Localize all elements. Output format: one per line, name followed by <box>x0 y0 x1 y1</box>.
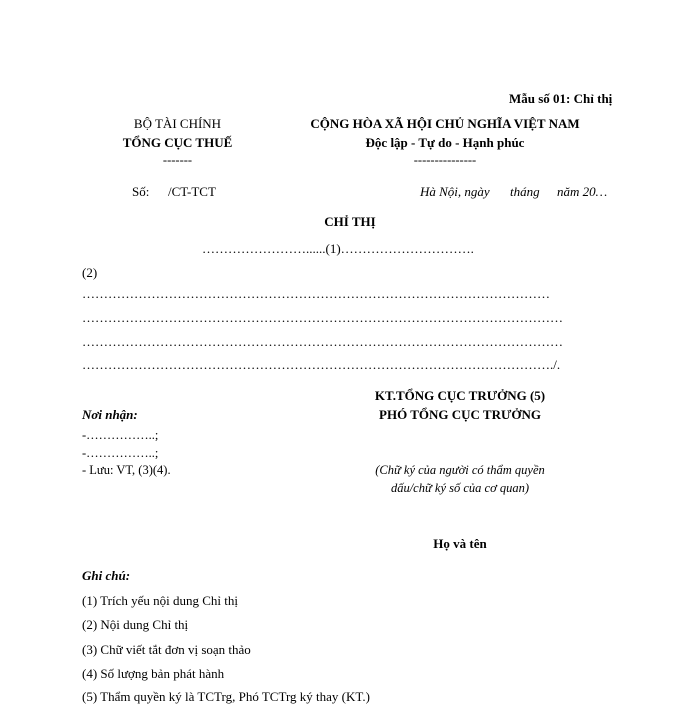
signature-note-2: dấu/chữ ký số của cơ quan) <box>390 481 530 495</box>
recipient-item: -……………..; <box>82 428 159 442</box>
place-date: Hà Nội, ngày <box>420 184 490 199</box>
left-header-divider: ------- <box>162 153 193 167</box>
nation-title: CỘNG HÒA XÃ HỘI CHỦ NGHĨA VIỆT NAM <box>310 116 580 131</box>
recipient-item: -……………..; <box>82 446 159 460</box>
signer-name: Họ và tên <box>433 536 487 551</box>
signature-authority: KT.TỔNG CỤC TRƯỞNG (5) <box>374 388 546 403</box>
note-item: (4) Số lượng bản phát hành <box>82 666 225 681</box>
note-item: (1) Trích yếu nội dung Chỉ thị <box>82 593 239 608</box>
number-label: Số: <box>132 184 150 199</box>
recipient-item: - Lưu: VT, (3)(4). <box>82 463 171 477</box>
content-line: ………………………………………………………………………………………………./. <box>82 358 561 371</box>
right-header-divider: --------------- <box>413 153 477 167</box>
date-month: tháng <box>510 184 540 199</box>
department-name: TỔNG CỤC THUẾ <box>122 135 233 150</box>
note-item: (2) Nội dung Chỉ thị <box>82 617 189 632</box>
document-title: CHỈ THỊ <box>324 214 376 229</box>
recipients-label: Nơi nhận: <box>82 407 138 422</box>
signature-position: PHÓ TỔNG CỤC TRƯỞNG <box>379 407 541 422</box>
content-line: ………………………………………………………………………………………………… <box>82 335 563 348</box>
number-code: /CT-TCT <box>168 184 216 199</box>
form-code: Mẫu số 01: Chỉ thị <box>509 91 613 106</box>
signature-note-1: (Chữ ký của người có thẩm quyền <box>375 463 545 477</box>
content-line: ………………………………………………………………………………………………… <box>82 311 563 324</box>
note-item: (3) Chữ viết tắt đơn vị soạn thảo <box>82 642 251 657</box>
notes-label: Ghi chú: <box>82 568 131 583</box>
summary-line: ……………………......(1)…………………………. <box>202 241 474 256</box>
content-marker: (2) <box>82 265 98 280</box>
content-line: ……………………………………………………………………………………………… <box>82 287 550 300</box>
national-motto: Độc lập - Tự do - Hạnh phúc <box>365 135 525 150</box>
note-item: (5) Thẩm quyền ký là TCTrg, Phó TCTrg ký thay (KT.) <box>82 689 370 704</box>
ministry-name: BỘ TÀI CHÍNH <box>133 116 222 131</box>
date-year: năm 20… <box>557 184 608 199</box>
